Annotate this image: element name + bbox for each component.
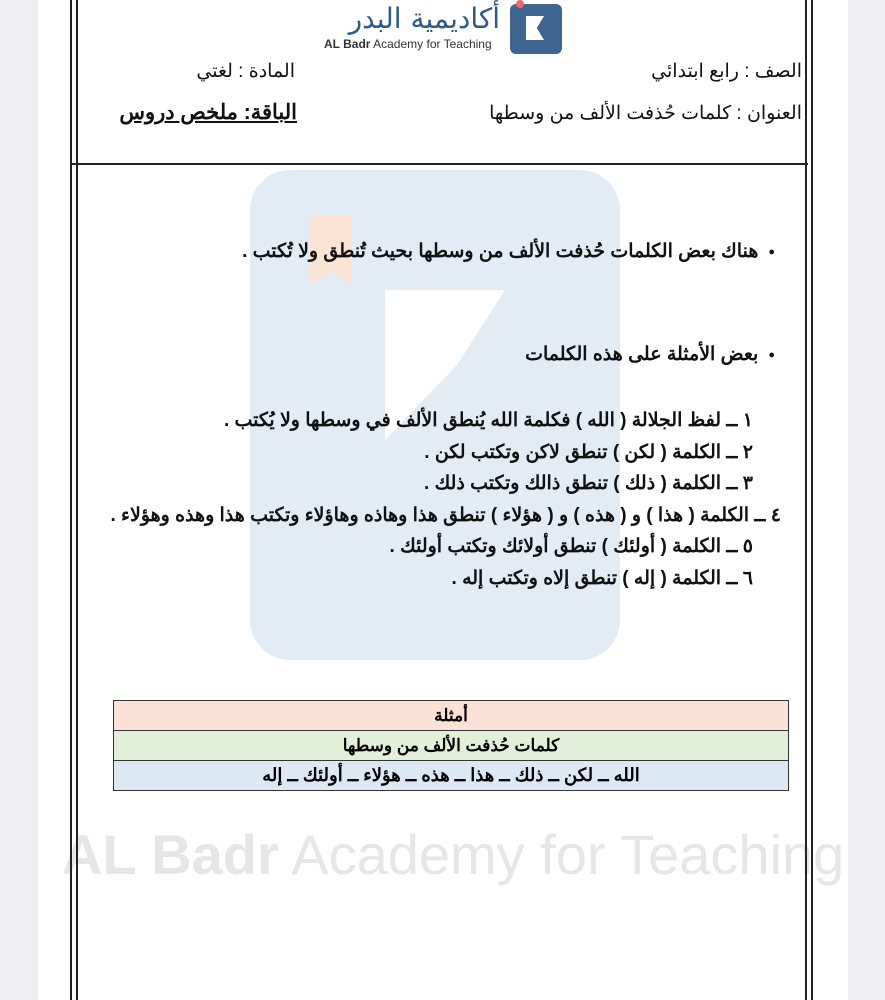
examples-table: [113, 700, 789, 791]
table-header: أمثلة: [114, 701, 789, 731]
border-line: [76, 0, 78, 1000]
logo-english: AL Badr Academy for Teaching: [324, 37, 492, 51]
grade-label: الصف : رابع ابتدائي: [651, 61, 802, 82]
watermark-text: AL Badr Academy for Teaching: [62, 823, 845, 886]
bullet-examples: ● بعض الأمثلة على هذه الكلمات: [525, 343, 775, 366]
border-line: [70, 0, 72, 1000]
border-line: [811, 0, 813, 1000]
package-label: الباقة: ملخص دروس: [119, 101, 297, 124]
lesson-title: العنوان : كلمات حُذفت الألف من وسطها: [489, 103, 802, 124]
example-item: ٤ ــ الكلمة ( هذا ) و ( هذه ) و ( هؤلاء ) تنطق هذا وهاذه وهاؤلاء وتكتب هذا وهذه وهؤلاء .: [110, 504, 781, 526]
subject-label: المادة : لغتي: [196, 61, 295, 82]
bullet-intro: ● هناك بعض الكلمات حُذفت الألف من وسطها بحيث تُنطق ولا تُكتب .: [242, 240, 775, 263]
logo-arabic: أكاديمية البدر: [348, 2, 500, 35]
logo-dot-icon: [516, 0, 524, 8]
example-item: ٦ ــ الكلمة ( إله ) تنطق إلاه وتكتب إله .: [451, 567, 753, 589]
example-item: ٣ ــ الكلمة ( ذلك ) تنطق ذالك وتكتب ذلك .: [424, 473, 753, 494]
header-divider: [72, 163, 808, 165]
example-item: ٢ ــ الكلمة ( لكن ) تنطق لاكن وتكتب لكن .: [424, 441, 753, 463]
example-item: ١ ــ لفظ الجلالة ( الله ) فكلمة الله يُنطق الألف في وسطها ولا يُكتب .: [223, 410, 753, 431]
border-line: [805, 0, 807, 1000]
table-words: الله ــ لكن ــ ذلك ــ هذا ــ هذه ــ هؤلاء ــ أولئك ــ إله: [114, 761, 789, 791]
logo-b-icon: [510, 4, 562, 54]
examples-list: [93, 405, 781, 594]
table-subheader: كلمات حُذفت الألف من وسطها: [114, 731, 789, 761]
example-item: ٥ ــ الكلمة ( أولئك ) تنطق أولائك وتكتب أولئك .: [389, 536, 753, 557]
